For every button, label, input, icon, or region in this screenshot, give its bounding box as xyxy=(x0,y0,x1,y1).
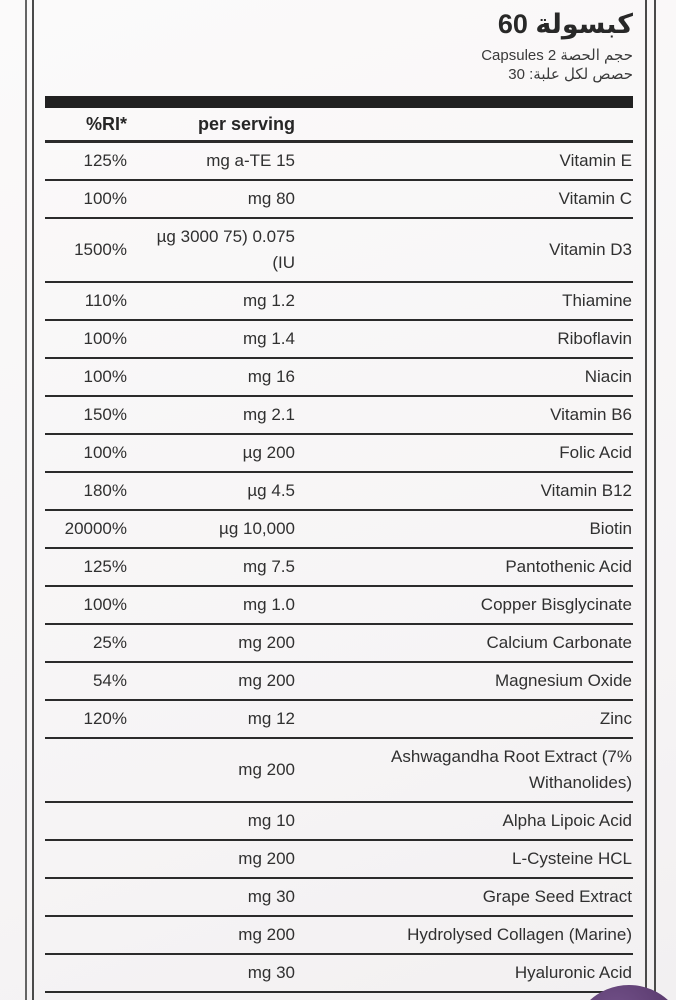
table-row xyxy=(45,435,633,473)
per-serving-amount: mg 1.2 xyxy=(243,291,295,310)
per-serving-amount: µg 200 xyxy=(242,443,295,462)
ri-percent-value: 100% xyxy=(83,189,127,208)
left-inner-border-line xyxy=(32,0,34,1000)
per-serving-amount: mg 7.5 xyxy=(243,557,295,576)
per-serving-amount: mg 16 xyxy=(247,367,295,386)
table-row xyxy=(45,841,633,879)
table-row xyxy=(45,803,633,841)
per-serving-amount: µg 3000 75) 0.075 (IU xyxy=(156,227,295,272)
per-serving-amount: mg 200 xyxy=(238,849,295,868)
nutrient-name: Magnesium Oxide xyxy=(494,671,632,690)
table-row xyxy=(45,219,633,283)
nutrient-name: Niacin xyxy=(584,367,632,386)
per-serving-amount: mg 200 xyxy=(238,760,295,779)
nutrient-name: Riboflavin xyxy=(557,329,632,348)
nutrient-name: Vitamin C xyxy=(558,189,632,208)
per-serving-amount: mg 30 xyxy=(247,887,295,906)
table-row xyxy=(45,511,633,549)
table-row xyxy=(45,181,633,219)
serving-size-line: حجم الحصة Capsules 2 xyxy=(481,47,633,64)
nutrient-name: Vitamin E xyxy=(559,151,632,170)
table-row xyxy=(45,955,633,993)
nutrient-name: Grape Seed Extract xyxy=(482,887,632,906)
per-serving-amount: mg 1.4 xyxy=(243,329,295,348)
per-serving-amount: mg 12 xyxy=(247,709,295,728)
table-row xyxy=(45,283,633,321)
ri-percent-value xyxy=(45,892,130,902)
per-serving-amount: mg 1.0 xyxy=(243,595,295,614)
per-serving-amount: mg 80 xyxy=(247,189,295,208)
ri-percent-value: 125% xyxy=(83,557,127,576)
ri-percent-value: 100% xyxy=(83,367,127,386)
table-row xyxy=(45,143,633,181)
ri-percent-value: 100% xyxy=(83,595,127,614)
table-row xyxy=(45,663,633,701)
table-row xyxy=(45,321,633,359)
per-serving-amount: µg 10,000 xyxy=(219,519,295,538)
per-serving-amount: mg 200 xyxy=(238,925,295,944)
nutrient-name: Hyaluronic Acid xyxy=(514,963,632,982)
table-row xyxy=(45,625,633,663)
ri-percent-value xyxy=(45,854,130,864)
ri-percent-value xyxy=(45,930,130,940)
table-row xyxy=(45,473,633,511)
ri-percent-value: 150% xyxy=(83,405,127,424)
table-top-bar xyxy=(45,96,633,108)
label-header xyxy=(45,0,633,84)
nutrient-name: Ashwagandha Root Extract (7% Withanolides) xyxy=(391,747,632,792)
ri-percent-value: 120% xyxy=(83,709,127,728)
nutrient-name: Biotin xyxy=(589,519,632,538)
capsule-count-title: كبسولة 60 xyxy=(497,9,633,39)
ri-percent-value: 125% xyxy=(83,151,127,170)
table-row xyxy=(45,701,633,739)
per-serving-amount: mg a-TE 15 xyxy=(206,151,295,170)
ri-percent-value xyxy=(45,765,130,775)
nutrient-name: L-Cysteine HCL xyxy=(512,849,632,868)
table-row xyxy=(45,549,633,587)
ri-percent-value: 100% xyxy=(83,443,127,462)
nutrient-name: Vitamin B12 xyxy=(540,481,632,500)
nutrient-table-body xyxy=(45,143,633,993)
nutrient-name: Copper Bisglycinate xyxy=(480,595,632,614)
ri-percent-value: 110% xyxy=(84,291,127,310)
left-outer-border-line xyxy=(25,0,27,1000)
per-serving-amount: mg 200 xyxy=(238,671,295,690)
ri-percent-value: 25% xyxy=(92,633,127,652)
table-row xyxy=(45,587,633,625)
table-row xyxy=(45,917,633,955)
table-header-row xyxy=(45,108,633,143)
label-content xyxy=(45,0,633,993)
column-header-ri: %RI* xyxy=(85,113,127,134)
per-serving-amount: mg 30 xyxy=(247,963,295,982)
ri-percent-value: 1500% xyxy=(74,240,127,259)
nutrient-name: Vitamin B6 xyxy=(550,405,632,424)
ri-percent-value: 54% xyxy=(92,671,127,690)
nutrient-name: Pantothenic Acid xyxy=(505,557,632,576)
table-row xyxy=(45,879,633,917)
per-serving-amount: mg 10 xyxy=(247,811,295,830)
table-row xyxy=(45,739,633,803)
nutrient-name: Calcium Carbonate xyxy=(486,633,632,652)
ri-percent-value: 180% xyxy=(83,481,127,500)
ri-percent-value xyxy=(45,816,130,826)
servings-per-container-line: حصص لكل علبة: 30 xyxy=(508,66,633,83)
table-row xyxy=(45,397,633,435)
ri-percent-value: 100% xyxy=(83,329,127,348)
nutrient-name: Folic Acid xyxy=(559,443,632,462)
per-serving-amount: µg 4.5 xyxy=(247,481,295,500)
nutrient-name: Hydrolysed Collagen (Marine) xyxy=(407,925,632,944)
per-serving-amount: mg 200 xyxy=(238,633,295,652)
nutrient-name: Thiamine xyxy=(562,291,632,310)
ri-percent-value: 20000% xyxy=(64,519,127,538)
table-row xyxy=(45,359,633,397)
column-header-per-serving: per serving xyxy=(197,113,295,134)
right-outer-border-line xyxy=(654,0,656,1000)
nutrient-name: Alpha Lipoic Acid xyxy=(502,811,632,830)
nutrient-name: Zinc xyxy=(599,709,632,728)
per-serving-amount: mg 2.1 xyxy=(243,405,295,424)
right-inner-border-line xyxy=(645,0,647,1000)
nutrient-name: Vitamin D3 xyxy=(549,240,632,259)
ri-percent-value xyxy=(45,968,130,978)
